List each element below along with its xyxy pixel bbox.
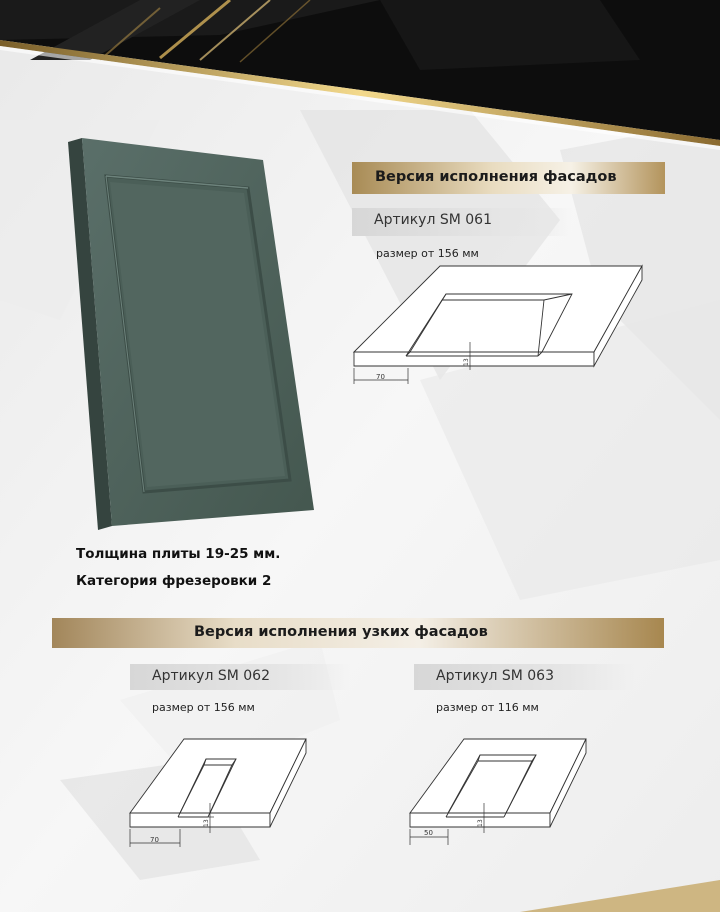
dim-depth-sm061: 13 [463, 358, 470, 366]
size-label-sm062: размер от 156 мм [152, 701, 255, 714]
article-label-sm063 [414, 664, 634, 690]
section-title-narrow-facades: Версия исполнения узких фасадов [194, 624, 488, 640]
section-title-facades: Версия исполнения фасадов [375, 169, 617, 185]
article-sm062-text: Артикул SM 062 [152, 668, 270, 684]
profile-diagram-sm062 [124, 733, 314, 853]
article-label-sm061 [352, 208, 572, 236]
facade-panel-image [68, 138, 314, 532]
profile-diagram-sm063 [404, 733, 594, 849]
size-label-sm063: размер от 116 мм [436, 701, 539, 714]
article-sm063-text: Артикул SM 063 [436, 668, 554, 684]
article-sm061-text: Артикул SM 061 [374, 212, 492, 228]
profile-diagram-sm061 [346, 258, 646, 388]
dim-width-sm063: 50 [424, 829, 433, 837]
spec-category: Категория фрезеровки 2 [76, 573, 272, 589]
article-label-sm062 [130, 664, 350, 690]
dim-depth-sm063: 13 [477, 819, 484, 827]
size-label-sm061: размер от 156 мм [376, 247, 479, 260]
dim-depth-sm062: 13 [203, 819, 210, 827]
dim-width-sm062: 70 [150, 836, 159, 844]
dim-width-sm061: 70 [376, 373, 385, 381]
spec-thickness: Толщина плиты 19-25 мм. [76, 546, 281, 562]
